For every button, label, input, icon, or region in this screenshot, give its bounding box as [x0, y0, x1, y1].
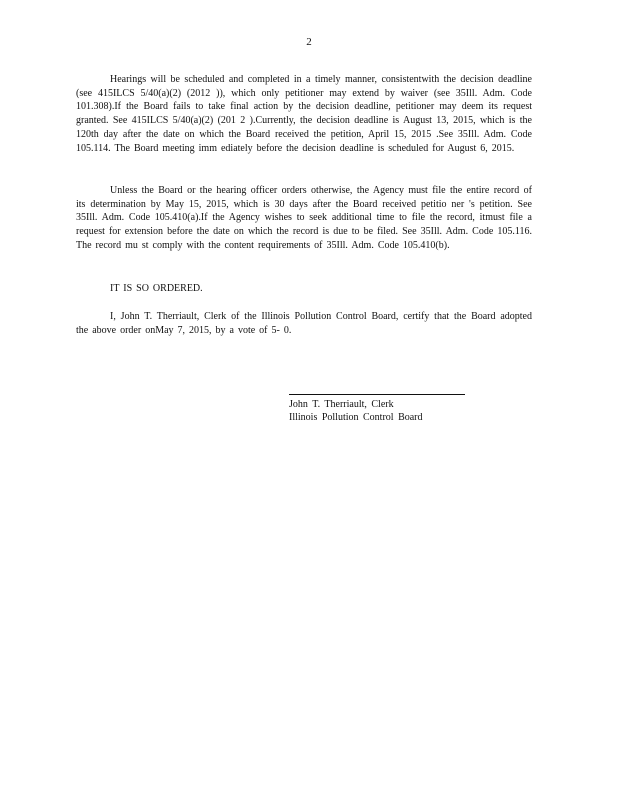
signatory-organization: Illinois Pollution Control Board — [289, 412, 423, 423]
page-number: 2 — [306, 36, 312, 48]
record-filing-paragraph: Unless the Board or the hearing officer orders otherwise, the Agency must file the entire record of its determination by May 15, 2015, which is 30 days after the Board received petitio ner 's petition. See 35Ill. Adm. Code 105.410(a).If the Agency wishes to seek additional time to file the record, itmust file a request for extension before the date on which the record is due to be filed. See 35Ill. Adm. Code 105.116. The record mu st comply with the content requirements of 35Ill. Adm. Code 105.410(b). — [76, 185, 532, 251]
signatory-name: John T. Therriault, Clerk — [289, 399, 394, 410]
hearing-schedule-paragraph: Hearings will be scheduled and completed in a timely manner, consistentwith the decision deadline (see 415ILCS 5/40(a)(2) (2012 )), which only petitioner may extend by waiver (see 35Ill. Adm. Code 101.308).If the Board fails to take final action by the decision deadline, petitioner may deem its request granted. See 415ILCS 5/40(a)(2) (201 2 ).Currently, the decision deadline is August 13, 2015, which is the 120th day after the date on which the Board received the petition, April 15, 2015 .See 35Ill. Adm. Code 105.114. The Board meeting imm ediately before the decision deadline is scheduled for August 6, 2015. — [76, 74, 532, 154]
clerk-certification-paragraph: I, John T. Therriault, Clerk of the Illinois Pollution Control Board, certify that the Board adopted the above order onMay 7, 2015, by a vote of 5- 0. — [76, 311, 532, 336]
order-statement: IT IS SO ORDERED. — [110, 283, 203, 294]
signature-line — [289, 394, 465, 395]
